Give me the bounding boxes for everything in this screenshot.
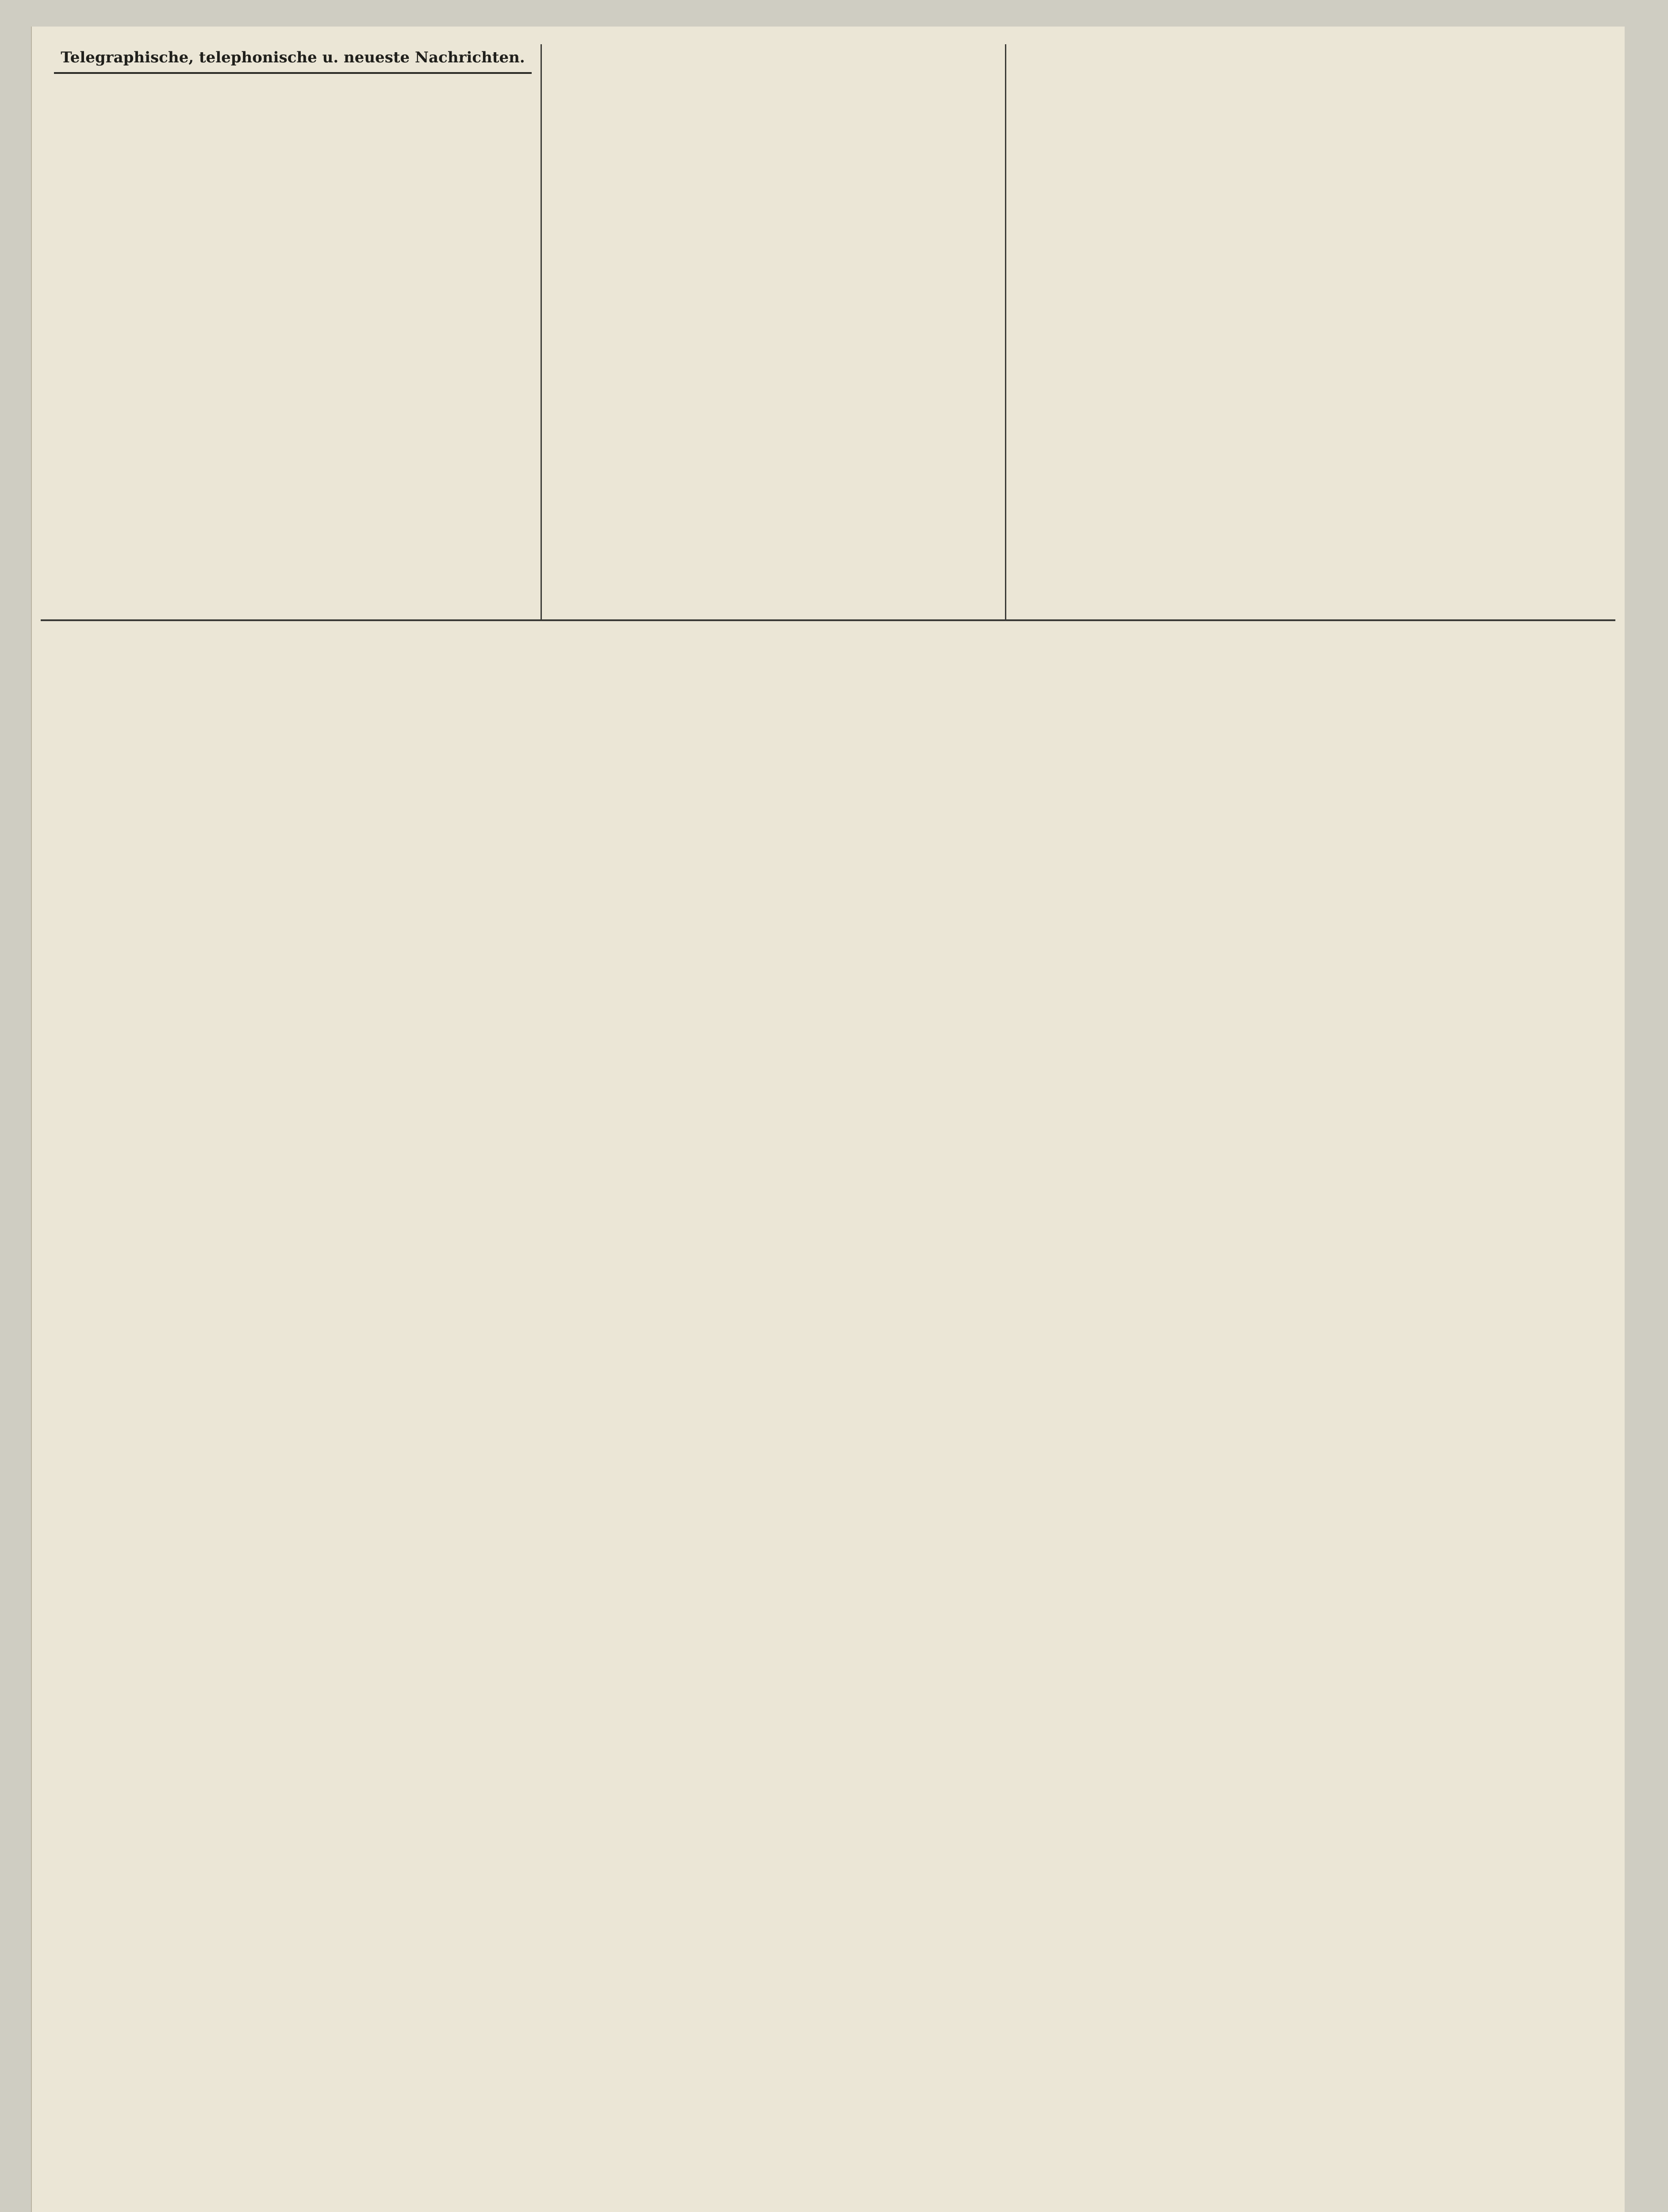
news-section-title: Telegraphische, telephonische u. neueste Nachrichten. [54, 49, 532, 74]
column-divider [1005, 44, 1006, 619]
newspaper-page [31, 27, 1625, 2212]
column-divider [541, 44, 542, 619]
section-rule [41, 619, 1615, 621]
news-column-1 [54, 49, 532, 74]
